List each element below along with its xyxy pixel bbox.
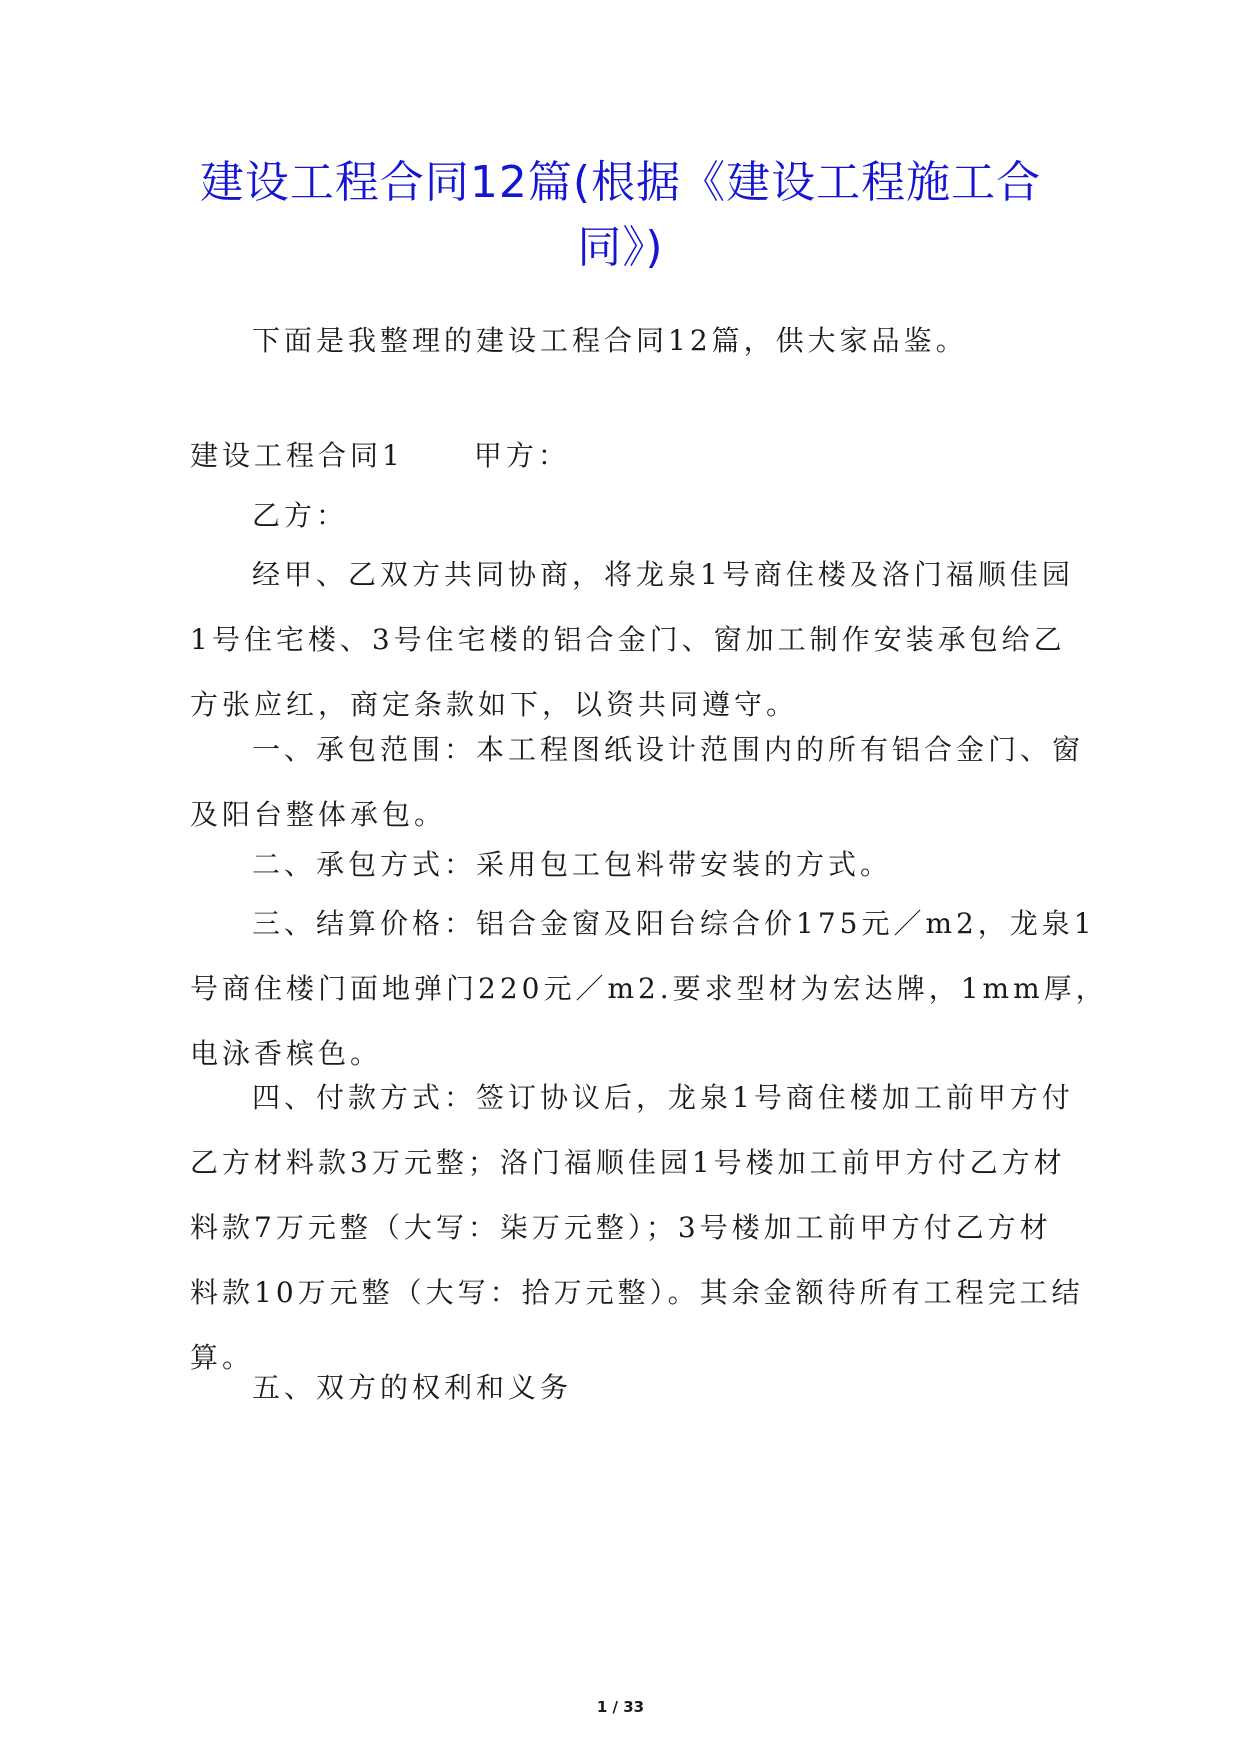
- paragraph-line: 二、承包方式：采用包工包料带安装的方式。: [252, 848, 893, 881]
- paragraph-line: 及阳台整体承包。: [190, 798, 447, 831]
- section-heading-row: [190, 423, 1050, 488]
- paragraph-line: 号商住楼门面地弹门220元／m2.要求型材为宏达牌，1mm厚，: [190, 972, 1108, 1005]
- paragraph-line: 四、付款方式：签订协议后，龙泉1号商住楼加工前甲方付: [252, 1081, 1074, 1114]
- paragraph-line: 1号住宅楼、3号住宅楼的铝合金门、窗加工制作安装承包给乙: [190, 623, 1066, 656]
- intro-text: 下面是我整理的建设工程合同12篇，供大家品鉴。: [252, 324, 968, 357]
- paragraph-line: 乙方材料款3万元整；洛门福顺佳园1号楼加工前甲方付乙方材: [190, 1146, 1066, 1179]
- party-a-label: 甲方：: [473, 439, 570, 472]
- title-line-2: 同》): [577, 222, 664, 273]
- paragraph-line: 经甲、乙双方共同协商，将龙泉1号商住楼及洛门福顺佳园: [252, 558, 1074, 591]
- paragraph-line: 料款10万元整（大写：拾万元整）。其余金额待所有工程完工结: [190, 1276, 1084, 1309]
- paragraph-agreement: [190, 542, 1074, 737]
- paragraph-line: 电泳香槟色。: [190, 1037, 383, 1070]
- document-title: [160, 150, 1081, 280]
- paragraph-price: [190, 891, 1108, 1086]
- paragraph-line: 算。: [190, 1341, 255, 1374]
- paragraph-line: 一、承包范围：本工程图纸设计范围内的所有铝合金门、窗: [252, 733, 1085, 766]
- page-indicator: 1 / 33: [596, 1698, 645, 1716]
- intro-paragraph: [190, 308, 1050, 373]
- paragraph-scope: [190, 717, 1085, 847]
- section-heading: 建设工程合同1: [190, 439, 404, 472]
- paragraph-line: 料款7万元整（大写：柒万元整）；3号楼加工前甲方付乙方材: [190, 1211, 1052, 1244]
- paragraph-line: 五、双方的权利和义务: [252, 1371, 573, 1404]
- party-b-label: 乙方：: [252, 499, 349, 532]
- paragraph-payment: [190, 1065, 1084, 1390]
- paragraph-rights: [190, 1355, 1050, 1420]
- title-line-1: 建设工程合同12篇(根据《建设工程施工合: [199, 157, 1042, 208]
- paragraph-line: 方张应红，商定条款如下，以资共同遵守。: [190, 688, 799, 721]
- party-b-paragraph: [190, 483, 1050, 548]
- paragraph-method: [190, 832, 1050, 897]
- paragraph-line: 三、结算价格：铝合金窗及阳台综合价175元／m2，龙泉1: [252, 907, 1096, 940]
